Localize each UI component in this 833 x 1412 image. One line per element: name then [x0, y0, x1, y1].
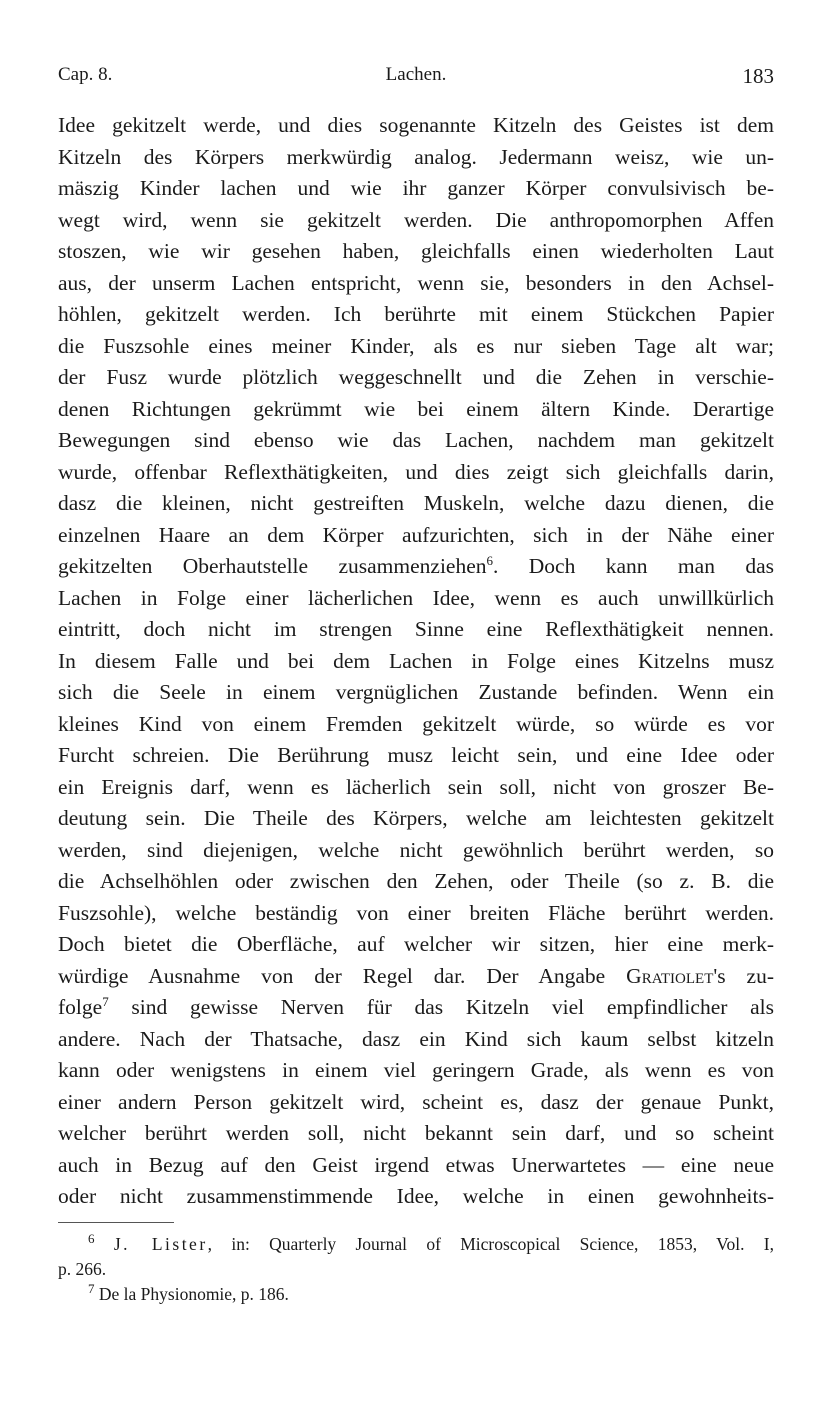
text-line: Idee gekitzelt werde, und dies sogenannte Kitzeln des Geistes ist dem [58, 113, 774, 137]
text-line: welcher berührt werden soll, nicht bekannt sein darf, und so scheint [58, 1121, 774, 1145]
footnote-7 [58, 1282, 774, 1307]
text-line: einzelnen Haare an dem Körper aufzurichten, sich in der Nähe einer [58, 522, 774, 547]
text-line: Fuszsohle), welche beständig von einer breiten Fläche berührt werden. [58, 900, 774, 925]
body-text [58, 110, 774, 1213]
text-line: aus, der unserm Lachen entspricht, wenn sie, besonders in den Achsel- [58, 270, 774, 295]
text-line: stoszen, wie wir gesehen haben, gleichfalls einen wiederholten Laut [58, 239, 774, 263]
text-line: Kitzeln des Körpers merkwürdig analog. Jedermann weisz, wie un- [58, 144, 774, 169]
text-line: höhlen, gekitzelt werden. Ich berührte mit einem Stückchen Papier [58, 302, 774, 326]
text-line: deutung sein. Die Theile des Körpers, welche am leichtesten gekitzelt [58, 806, 774, 830]
footnote-text: , in: Quarterly Journal of Microscopical Science, 1853, Vol. I, [207, 1234, 775, 1254]
chapter-label: Cap. 8. [58, 64, 113, 85]
text-line-with-name [58, 961, 774, 993]
line-text: . Doch kann man das [493, 554, 774, 578]
running-title: Lachen. [385, 64, 447, 85]
text-line: die Fuszsohle eines meiner Kinder, als es nur sieben Tage alt war; [58, 333, 774, 358]
text-line: einer andern Person gekitzelt wird, scheint es, dasz der genaue Punkt, [58, 1089, 774, 1114]
text-line: mäszig Kinder lachen und wie ihr ganzer Körper convulsivisch be- [58, 176, 774, 200]
text-line: Furcht schreien. Die Berührung musz leicht sein, und eine Idee oder [58, 743, 774, 767]
book-page [58, 0, 774, 1412]
text-line: andere. Nach der Thatsache, dasz ein Kind sich kaum selbst kitzeln [58, 1026, 774, 1051]
footnote-mark-7: 7 [88, 1281, 95, 1297]
footnote-mark-6: 6 [88, 1231, 95, 1247]
page-number: 183 [742, 64, 774, 88]
text-line: sich die Seele in einem vergnüglichen Zustande befinden. Wenn ein [58, 680, 774, 704]
footnote-6 [58, 1232, 774, 1257]
text-line: dasz die kleinen, nicht gestreiften Muskeln, welche dazu dienen, die [58, 491, 774, 515]
text-line: auch in Bezug auf den Geist irgend etwas Unerwartetes — eine neue [58, 1152, 774, 1177]
text-line: denen Richtungen gekrümmt wie bei einem ältern Kinde. Derartige [58, 396, 774, 421]
line-text: 's zu- [713, 963, 774, 988]
text-line: Doch bietet die Oberfläche, auf welcher wir sitzen, hier eine merk- [58, 932, 774, 956]
text-line: wurde, offenbar Reflexthätigkeiten, und dies zeigt sich gleichfalls darin, [58, 459, 774, 484]
running-header [58, 64, 774, 90]
footnotes [58, 1232, 774, 1307]
text-line: eintritt, doch nicht im strengen Sinne eine Reflexthätigkeit nennen. [58, 617, 774, 641]
text-line: In diesem Falle und bei dem Lachen in Folge eines Kitzelns musz [58, 648, 774, 673]
footnote-divider [58, 1222, 174, 1223]
text-line: Bewegungen sind ebenso wie das Lachen, nachdem man gekitzelt [58, 428, 774, 452]
text-line: die Achselhöhlen oder zwischen den Zehen, oder Theile (so z. B. die [58, 869, 774, 893]
line-text: gekitzelten Oberhautstelle zusammenziehen [58, 554, 487, 578]
footnote-text: De la Physionomie, p. 186. [98, 1284, 289, 1304]
line-text: sind gewisse Nerven für das Kitzeln viel empfindlicher als [108, 995, 774, 1019]
text-line: ein Ereignis darf, wenn es lächerlich sein soll, nicht von groszer Be- [58, 774, 774, 799]
line-text: folge [58, 995, 103, 1019]
footnote-author: J. Lister [113, 1234, 208, 1254]
author-name: Gratiolet [626, 963, 714, 988]
text-line: werden, sind diejenigen, welche nicht gewöhnlich berührt werden, so [58, 837, 774, 862]
text-line-with-footnote-ref [58, 551, 774, 583]
text-line: der Fusz wurde plötzlich weggeschnellt und die Zehen in verschie- [58, 365, 774, 389]
text-line: oder nicht zusammenstimmende Idee, welche in einen gewohnheits- [58, 1184, 774, 1208]
footnote-ref-6[interactable]: 6 [486, 552, 494, 568]
footnote-6-continuation: p. 266. [58, 1259, 107, 1279]
line-text: würdige Ausnahme von der Regel dar. Der Angabe [58, 963, 627, 988]
text-line: kann oder wenigstens in einem viel geringern Grade, als wenn es von [58, 1058, 774, 1082]
text-line: kleines Kind von einem Fremden gekitzelt würde, so würde es vor [58, 711, 774, 736]
footnote-ref-7[interactable]: 7 [102, 993, 109, 1009]
text-line: wegt wird, wenn sie gekitzelt werden. Die anthropomorphen Affen [58, 207, 774, 232]
text-line-with-footnote-ref [58, 992, 774, 1024]
text-line: Lachen in Folge einer lächerlichen Idee, wenn es auch unwillkürlich [58, 585, 774, 610]
